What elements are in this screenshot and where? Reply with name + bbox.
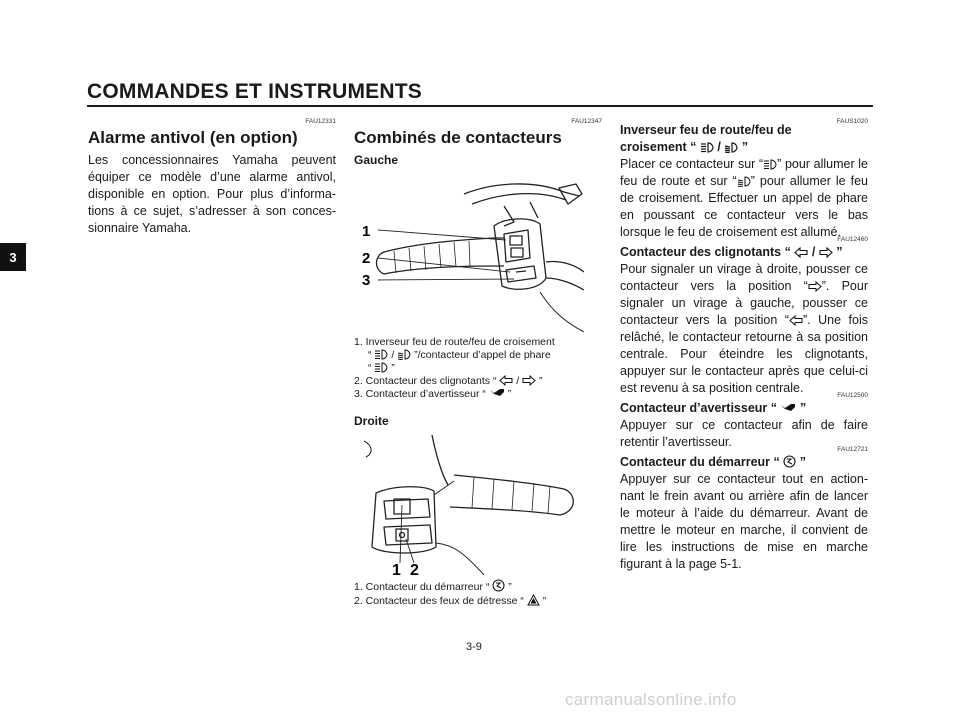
section-title-alarme: Alarme antivol (en option) <box>88 128 298 147</box>
turn-left-arrow-icon <box>789 315 803 326</box>
turn-right-arrow-icon <box>819 247 833 258</box>
low-beam-icon <box>724 142 738 153</box>
droite-caption-1 <box>354 579 602 594</box>
page-header-title: COMMANDES ET INSTRUMENTS <box>87 80 422 103</box>
separator: / <box>717 140 721 154</box>
subtitle-gauche: Gauche <box>354 153 399 167</box>
heading-text: croisement “ <box>620 140 697 154</box>
quote-close: ” <box>507 388 512 400</box>
caption-text: 3. Contacteur d’avertisseur “ <box>354 388 486 400</box>
gauche-caption-1 <box>354 336 602 375</box>
heading-text: Inverseur feu de route/feu de <box>620 123 792 137</box>
hazard-icon <box>527 594 540 606</box>
low-beam-icon <box>737 176 751 187</box>
quote-open: “ <box>368 362 372 374</box>
high-beam-icon <box>374 362 388 373</box>
quote-close: ” <box>799 455 806 469</box>
heading-inverseur <box>620 122 868 156</box>
droite-caption-2 <box>354 594 602 608</box>
avertisseur-body: Appuyer sur ce contacteur afin de faire retentir l’avertisseur. <box>620 418 868 449</box>
caption-text-indent <box>354 362 602 375</box>
quote-close: ” <box>799 401 807 415</box>
gauche-callout-2: 2 <box>362 250 371 267</box>
turn-left-arrow-icon <box>794 247 808 258</box>
body-text: ”. Une fois relâché, le contacteur retourne à sa position centrale. Pour éteindre les clignotants, appuyer sur le contacteur après que celui-ci est revenu à sa position centrale. <box>620 313 868 395</box>
low-beam-icon <box>397 349 411 360</box>
turn-right-arrow-icon <box>522 375 536 386</box>
caption-text-indent <box>354 349 602 362</box>
heading-avertisseur <box>620 400 868 417</box>
separator: / <box>391 349 395 361</box>
right-column <box>620 117 868 573</box>
droite-callout-2: 2 <box>410 562 419 575</box>
quote-close: ” <box>741 140 749 154</box>
high-beam-icon <box>374 349 388 360</box>
starter-icon <box>492 579 505 592</box>
caption-text: 1. Contacteur du démarreur “ <box>354 581 490 593</box>
clignotants-body <box>620 261 868 397</box>
quote-close: ” <box>539 375 543 387</box>
left-handlebar-illustration <box>354 174 584 332</box>
gauche-caption-3 <box>354 388 602 401</box>
heading-text: Contacteur des clignotants “ <box>620 245 791 259</box>
quote-close: ” <box>391 362 395 374</box>
horn-icon <box>489 388 505 399</box>
turn-right-arrow-icon <box>808 281 822 292</box>
body-text: Pour signaler un virage à droite, pousser ce contacteur vers la position “ <box>620 262 868 293</box>
heading-text: Contacteur d’avertisseur “ <box>620 401 777 415</box>
high-beam-icon <box>700 142 714 153</box>
section-code: FAU12347 <box>571 118 602 125</box>
starter-icon <box>783 455 796 468</box>
droite-captions <box>354 579 602 608</box>
section-title-combines: Combinés de contacteurs <box>354 128 562 147</box>
quote-close: ” <box>542 595 547 607</box>
heading-demarreur <box>620 454 868 471</box>
section-code: FAU12500 <box>837 392 868 399</box>
horn-icon <box>780 403 796 414</box>
high-beam-icon <box>763 159 777 170</box>
inverseur-body <box>620 156 868 241</box>
quote-close: ” <box>836 245 843 259</box>
header-rule <box>87 105 873 107</box>
droite-callout-1: 1 <box>392 562 401 575</box>
caption-text: ”/contacteur d’appel de phare <box>414 349 551 361</box>
gauche-caption-2 <box>354 375 602 388</box>
chapter-tab: 3 <box>0 243 26 271</box>
separator: / <box>811 245 816 259</box>
section-code: FAU12331 <box>305 118 336 125</box>
middle-column <box>354 117 602 608</box>
section-code: FAUS1020 <box>836 118 868 125</box>
caption-text: 1. Inverseur feu de route/feu de croisement <box>354 336 555 348</box>
body-text: ” pour allumer le feu de route et sur “ <box>620 157 868 188</box>
section-code: FAU12721 <box>837 446 868 453</box>
quote-close: ” <box>508 581 512 593</box>
heading-clignotants <box>620 244 868 261</box>
body-text: ” pour allumer le feu de croisement. Effectuer un appel de phare en poussant ce contacteur vers le bas lorsque le feu de croisement est allumé. <box>620 174 868 239</box>
subtitle-droite: Droite <box>354 414 389 428</box>
section-code: FAU12460 <box>837 236 868 243</box>
gauche-callout-1: 1 <box>362 223 371 240</box>
page-number: 3-9 <box>466 641 482 653</box>
body-text: ”. Pour signaler un virage à gauche, pousser ce contacteur vers la position “ <box>620 279 869 327</box>
caption-text: 2. Contacteur des clignotants “ <box>354 375 497 387</box>
body-text: Placer ce contacteur sur “ <box>620 157 764 171</box>
gauche-captions <box>354 336 602 401</box>
caption-text: 2. Contacteur des feux de détresse “ <box>354 595 524 607</box>
separator: / <box>516 375 520 387</box>
turn-left-arrow-icon <box>499 375 513 386</box>
quote-open: “ <box>368 349 372 361</box>
watermark: carmanualsonline.info <box>565 690 737 709</box>
gauche-callout-3: 3 <box>362 272 371 289</box>
alarme-body: Les concessionnaires Yamaha peuvent équiper ce modèle d’une alarme antivol, disponible en option. Pour plus d’informations à ce sujet, s’adresser à son concessionnaire Yamaha. <box>88 153 336 235</box>
left-column <box>88 117 336 237</box>
right-handlebar-illustration <box>354 435 584 575</box>
demarreur-body: Appuyer sur ce contacteur tout en actionnant le frein avant ou arrière afin de lancer le moteur à l’aide du démarreur. Avant de mettre le moteur en marche, il convient de lire les instructions de mise en marche figurant à la page 5-1. <box>620 472 868 571</box>
heading-text: Contacteur du démarreur “ <box>620 455 780 469</box>
